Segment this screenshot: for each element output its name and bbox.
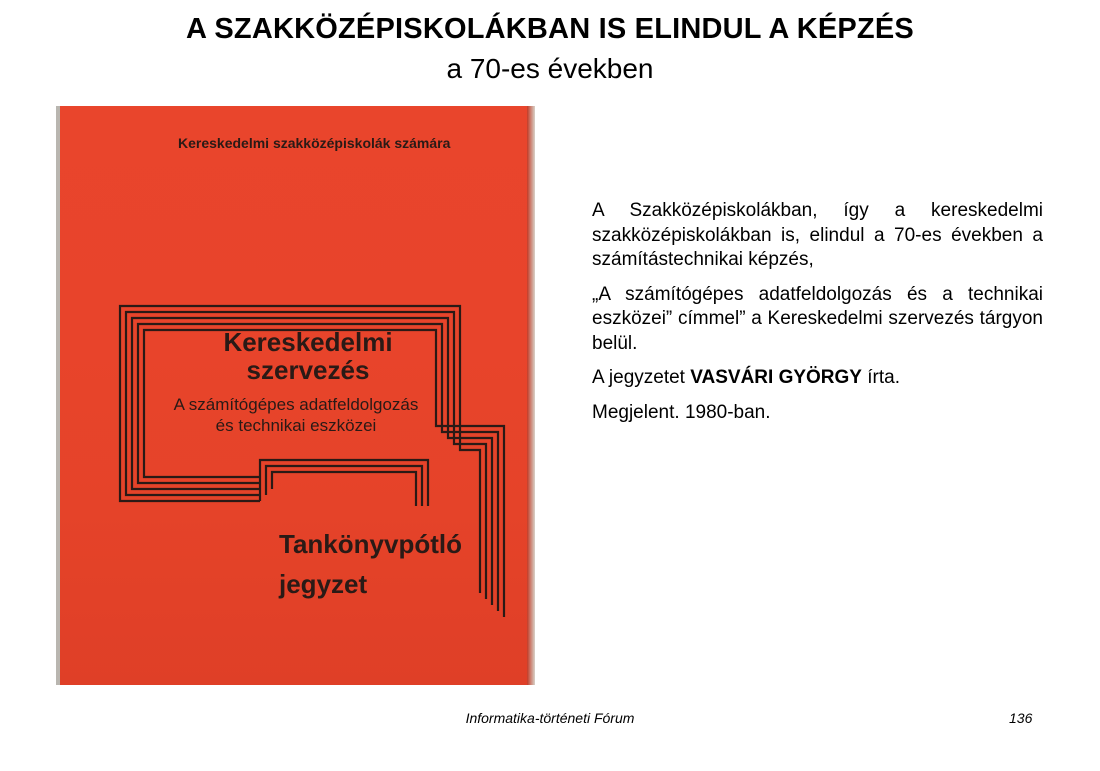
cover-title-line2: szervezés (246, 355, 370, 385)
cover-main-title (188, 328, 428, 384)
slide-subtitle: a 70-es években (446, 53, 654, 84)
cover-bottom-line2: jegyzet (279, 569, 368, 599)
author-name: VASVÁRI GYÖRGY (690, 367, 862, 388)
cover-bottom-line1: Tankönyvpótló (279, 529, 462, 559)
cover-title-line1: Kereskedelmi (223, 327, 393, 357)
paragraph-3 (592, 366, 1043, 391)
cover-bottom-text (279, 524, 462, 604)
page-number: 136 (1009, 710, 1033, 726)
cover-sub-line1: A számítógépes adatfeldolgozás (173, 395, 419, 414)
paragraph-4: Megjelent. 1980-ban. (592, 401, 771, 423)
cover-sub-line2: és technikai eszközei (215, 416, 377, 435)
paragraph-2: „A számítógépes adatfeldolgozás és a technikai eszközei” címmel” a Kereskedelmi szervezés tárgyon belül. (592, 283, 1043, 354)
book-cover-image (56, 106, 535, 685)
slide-body (592, 199, 1043, 435)
book-cover (60, 106, 530, 685)
paragraph-3-prefix: A jegyzetet (592, 367, 691, 388)
slide-title: A SZAKKÖZÉPISKOLÁKBAN IS ELINDUL A KÉPZÉS (186, 13, 914, 45)
paragraph-3-suffix: írta. (861, 367, 900, 388)
cover-page-edge (527, 106, 535, 685)
cover-top-line: Kereskedelmi szakközépiskolák számára (178, 135, 451, 151)
footer-source: Informatika-történeti Fórum (465, 710, 635, 726)
paragraph-1: A Szakközépiskolákban, így a kereskedelmi szakközépiskolákban is, elindul a 70-es években a számítástechnikai képzés, (592, 200, 1043, 270)
cover-subtitle (146, 394, 446, 436)
